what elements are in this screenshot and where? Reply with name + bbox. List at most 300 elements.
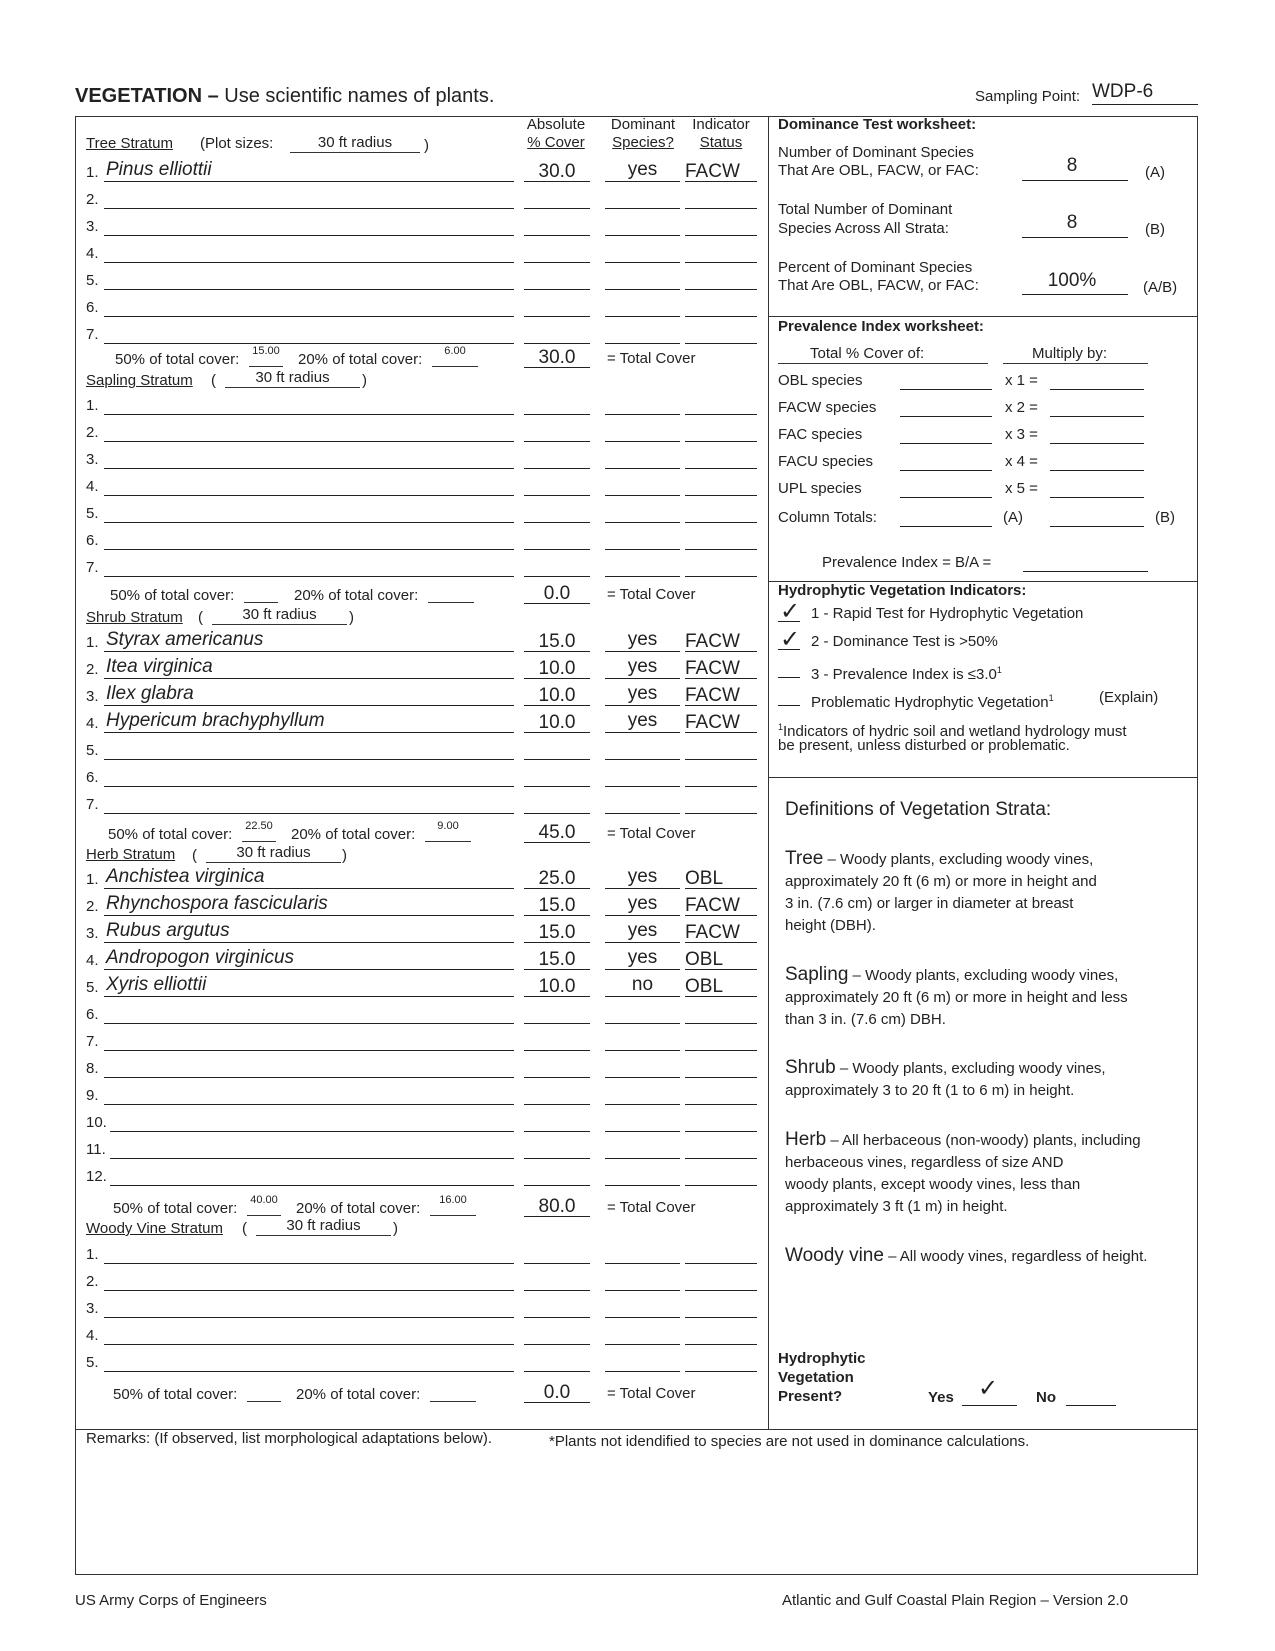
herb-species-line: [110, 1131, 514, 1132]
dominance-b-line1: Total Number of Dominant: [778, 201, 953, 218]
definition-tree-line: 3 in. (7.6 cm) or larger in diameter at breast: [785, 895, 1074, 912]
sapling-species-field[interactable]: [104, 420, 514, 440]
herb-row-number: 8.: [86, 1060, 99, 1077]
shrub-fifty-label: 50% of total cover:: [108, 826, 233, 843]
vine-fifty-line: [247, 1401, 281, 1402]
prevalence-row-product-line[interactable]: [1050, 470, 1144, 471]
herb-twenty-value[interactable]: 16.00: [439, 1194, 467, 1206]
sampling-point-label: Sampling Point:: [975, 88, 1081, 105]
prevalence-row-multiplier: x 5 =: [1005, 480, 1038, 497]
vine-species-line: [104, 1290, 514, 1291]
vine-dominant-line: [605, 1371, 680, 1372]
herb-species-line: [104, 888, 514, 889]
sapling-status-line: [685, 495, 757, 496]
prevalence-row-label: FAC species: [778, 426, 863, 443]
shrub-dominant-value[interactable]: yes: [627, 683, 658, 704]
present-label-3: Present?: [778, 1388, 843, 1405]
prevalence-row-cover-line[interactable]: [900, 443, 992, 444]
herb-species-field[interactable]: [110, 1137, 514, 1157]
herb-status-value[interactable]: FACW: [685, 895, 740, 916]
dominance-a-tag: (A): [1145, 164, 1165, 181]
dominance-a-line: [1022, 180, 1128, 181]
vine-twenty-line: [430, 1401, 476, 1402]
tree-stratum-label: Tree Stratum: [86, 135, 173, 152]
shrub-plot-open-paren: (: [198, 609, 203, 626]
prevalence-index-line[interactable]: [1023, 571, 1148, 572]
sapling-dominant-line: [605, 495, 680, 496]
vine-cover-line: [524, 1317, 590, 1318]
indicator-header-1: Indicator: [692, 116, 750, 133]
prevalence-row-label: FACW species: [778, 399, 877, 416]
tree-species-field[interactable]: [104, 268, 514, 288]
definition-sapling: [785, 964, 1118, 987]
shrub-row-number: 1.: [86, 634, 99, 651]
prevalence-total-b-tag: (B): [1155, 509, 1175, 526]
herb-cover-value[interactable]: 15.0: [538, 895, 576, 916]
herb-row-number: 7.: [86, 1033, 99, 1050]
remarks-label: Remarks: (If observed, list morphological adaptations below).: [86, 1430, 493, 1447]
shrub-cover-line: [524, 786, 590, 787]
shrub-cover-value[interactable]: 10.0: [538, 712, 576, 733]
shrub-fifty-line: [242, 841, 276, 842]
herb-species-line: [110, 1158, 514, 1159]
herb-fifty-value[interactable]: 40.00: [250, 1194, 278, 1206]
vine-species-line: [104, 1263, 514, 1264]
herb-status-value[interactable]: OBL: [685, 949, 724, 970]
shrub-species-line: [104, 813, 514, 814]
tree-plot-size-value[interactable]: 30 ft radius: [317, 134, 393, 151]
herb-twenty-line: [430, 1215, 476, 1216]
indicators-divider: [768, 777, 1198, 778]
sapling-status-line: [685, 414, 757, 415]
herb-dominant-line: [605, 1077, 680, 1078]
tree-fifty-line: [249, 366, 283, 367]
sapling-stratum-label: Sapling Stratum: [86, 372, 193, 389]
tree-status-line: [685, 289, 757, 290]
herb-status-line: [685, 1050, 757, 1051]
herb-species-line: [110, 1185, 514, 1186]
definition-shrub-term: Shrub: [785, 1057, 836, 1078]
shrub-total-cover-label: = Total Cover: [607, 825, 696, 842]
shrub-twenty-label: 20% of total cover:: [291, 826, 416, 843]
prevalence-row-cover-line[interactable]: [900, 416, 992, 417]
herb-cover-value[interactable]: 10.0: [538, 976, 576, 997]
prevalence-row-cover-line[interactable]: [900, 497, 992, 498]
tree-row-number: 5.: [86, 272, 99, 289]
herb-cover-value[interactable]: 25.0: [538, 868, 576, 889]
sapling-species-field[interactable]: [104, 555, 514, 575]
present-yes-line[interactable]: [962, 1405, 1017, 1406]
herb-species-line: [104, 1077, 514, 1078]
herb-status-line: [685, 1104, 757, 1105]
shrub-row-number: 3.: [86, 688, 99, 705]
shrub-dominant-value[interactable]: yes: [627, 629, 658, 650]
herb-species-field[interactable]: [104, 1002, 514, 1022]
herb-cover-line: [524, 1158, 590, 1159]
tree-cover-line: [524, 262, 590, 263]
herb-species-field[interactable]: [104, 1056, 514, 1076]
herb-total-cover-value[interactable]: 80.0: [538, 1196, 576, 1217]
herb-species-field[interactable]: [104, 1029, 514, 1049]
shrub-dominant-value[interactable]: yes: [627, 710, 658, 731]
definition-herb-line: herbaceous vines, regardless of size AND: [785, 1154, 1064, 1171]
vine-species-field[interactable]: [104, 1350, 514, 1370]
definition-shrub-text: – Woody plants, excluding woody vines,: [835, 1060, 1106, 1077]
dominance-c-line2: That Are OBL, FACW, or FAC:: [778, 277, 979, 294]
prevalence-totals-label: Column Totals:: [778, 509, 877, 526]
tree-species-field[interactable]: [104, 214, 514, 234]
vine-cover-line: [524, 1290, 590, 1291]
sapling-dominant-line: [605, 468, 680, 469]
absolute-header-2: % Cover: [527, 134, 585, 151]
tree-dominant-line: [605, 235, 680, 236]
prevalence-row-product-line[interactable]: [1050, 443, 1144, 444]
shrub-status-line: [685, 759, 757, 760]
prevalence-row-label: UPL species: [778, 480, 862, 497]
sampling-point-underline: [1092, 104, 1198, 105]
indicator-item: [811, 605, 1083, 623]
prevalence-row-multiplier: x 2 =: [1005, 399, 1038, 416]
sapling-plot-size-value[interactable]: 30 ft radius: [255, 369, 330, 386]
definition-tree-term: Tree: [785, 848, 824, 869]
shrub-status-value[interactable]: FACW: [685, 685, 740, 706]
tree-twenty-value[interactable]: 6.00: [444, 345, 466, 357]
herb-status-value[interactable]: FACW: [685, 922, 740, 943]
herb-fifty-label: 50% of total cover:: [113, 1200, 238, 1217]
dominance-b-value[interactable]: 8: [1066, 212, 1078, 233]
dominance-b-tag: (B): [1145, 221, 1165, 238]
vine-species-field[interactable]: [104, 1269, 514, 1289]
sapling-species-line: [104, 549, 514, 550]
tree-dominant-line: [605, 208, 680, 209]
herb-species-name[interactable]: Andropogon virginicus: [106, 947, 295, 968]
herb-plot-size-line: [206, 862, 341, 863]
form-title-bold: VEGETATION –: [75, 85, 219, 107]
tree-cover-line: [524, 208, 590, 209]
shrub-species-name[interactable]: Ilex glabra: [106, 683, 194, 704]
herb-status-line: [685, 1023, 757, 1024]
prevalence-total-a-line[interactable]: [900, 526, 992, 527]
definition-herb-text: – All herbaceous (non-woody) plants, including: [826, 1132, 1141, 1149]
sapling-fifty-label: 50% of total cover:: [110, 587, 235, 604]
herb-dominant-value[interactable]: yes: [627, 947, 658, 968]
vine-total-cover-value[interactable]: 0.0: [543, 1382, 571, 1403]
tree-status-line: [685, 262, 757, 263]
indicator-item-text: 3 - Prevalence Index is ≤3.0: [811, 666, 997, 683]
indicator-item: [811, 633, 998, 651]
shrub-cover-value[interactable]: 10.0: [538, 658, 576, 679]
sapling-species-field[interactable]: [104, 447, 514, 467]
sapling-row-number: 1.: [86, 397, 99, 414]
herb-species-field[interactable]: [110, 1110, 514, 1130]
herb-cover-value[interactable]: 15.0: [538, 949, 576, 970]
indicators-note-sup: 1: [778, 722, 784, 732]
tree-species-name[interactable]: Pinus elliottii: [106, 159, 212, 180]
tree-total-cover-value[interactable]: 30.0: [538, 347, 576, 368]
prevalence-col2-line: [1003, 363, 1148, 364]
vine-total-cover-label: = Total Cover: [607, 1385, 696, 1402]
vine-row-number: 5.: [86, 1354, 99, 1371]
definition-herb-line: woody plants, except woody vines, less than: [785, 1176, 1081, 1193]
prevalence-row-product-line[interactable]: [1050, 497, 1144, 498]
tree-total-cover-line: [524, 367, 590, 368]
vine-cover-line: [524, 1344, 590, 1345]
tree-species-field[interactable]: [104, 295, 514, 315]
shrub-species-line: [104, 759, 514, 760]
tree-species-line: [104, 289, 514, 290]
vine-species-field[interactable]: [104, 1323, 514, 1343]
vine-species-field[interactable]: [104, 1242, 514, 1262]
sapling-cover-line: [524, 468, 590, 469]
indicator-item: [811, 661, 1002, 684]
indicator-item-text: 1 - Rapid Test for Hydrophytic Vegetation: [811, 605, 1084, 622]
shrub-species-field[interactable]: [104, 765, 514, 785]
shrub-species-field[interactable]: [104, 738, 514, 758]
sapling-species-line: [104, 414, 514, 415]
remarks-field[interactable]: [86, 1455, 1186, 1565]
herb-status-value[interactable]: OBL: [685, 976, 724, 997]
herb-dominant-line: [605, 1104, 680, 1105]
shrub-total-cover-line: [524, 842, 590, 843]
form-title: [75, 84, 494, 108]
shrub-twenty-value[interactable]: 9.00: [437, 820, 459, 832]
tree-cover-line: [524, 235, 590, 236]
sapling-species-field[interactable]: [104, 393, 514, 413]
dominance-b-line: [1022, 237, 1128, 238]
tree-twenty-line: [432, 366, 478, 367]
herb-species-line: [104, 996, 514, 997]
vine-species-field[interactable]: [104, 1296, 514, 1316]
indicator-item-footnote: 1: [996, 665, 1002, 675]
shrub-dominant-value[interactable]: yes: [627, 656, 658, 677]
dominant-header-1: Dominant: [610, 116, 676, 133]
herb-dominant-line: [605, 1158, 680, 1159]
indicator-checkbox-line[interactable]: [778, 705, 800, 706]
herb-dominant-line: [605, 1131, 680, 1132]
shrub-cover-value[interactable]: 10.0: [538, 685, 576, 706]
herb-dominant-value[interactable]: yes: [627, 893, 658, 914]
sapling-status-line: [685, 468, 757, 469]
dominance-b-line2: Species Across All Strata:: [778, 220, 949, 237]
herb-dominant-value[interactable]: yes: [627, 920, 658, 941]
prevalence-row-label: FACU species: [778, 453, 874, 470]
prevalence-row-cover-line[interactable]: [900, 389, 992, 390]
vine-status-line: [685, 1317, 757, 1318]
tree-species-field[interactable]: [104, 187, 514, 207]
shrub-row-number: 4.: [86, 715, 99, 732]
herb-dominant-value[interactable]: yes: [627, 866, 658, 887]
sapling-plot-close-paren: ): [362, 372, 367, 389]
shrub-status-value[interactable]: FACW: [685, 631, 740, 652]
tree-species-line: [104, 316, 514, 317]
shrub-total-cover-value[interactable]: 45.0: [538, 822, 576, 843]
herb-plot-size-value[interactable]: 30 ft radius: [236, 844, 311, 861]
shrub-species-line: [104, 705, 514, 706]
shrub-dominant-line: [605, 651, 680, 652]
definition-herb-line: approximately 3 ft (1 m) in height.: [785, 1198, 1008, 1215]
present-label-1: Hydrophytic: [778, 1350, 866, 1367]
definition-shrub-line: approximately 3 to 20 ft (1 to 6 m) in height.: [785, 1082, 1075, 1099]
shrub-species-line: [104, 786, 514, 787]
shrub-plot-size-value[interactable]: 30 ft radius: [242, 606, 317, 623]
sapling-twenty-label: 20% of total cover:: [294, 587, 419, 604]
herb-status-value[interactable]: OBL: [685, 868, 724, 889]
tree-dominant-line: [605, 289, 680, 290]
shrub-row-number: 5.: [86, 742, 99, 759]
definition-herb-term: Herb: [785, 1129, 827, 1150]
herb-species-name[interactable]: Xyris elliottii: [106, 974, 207, 995]
herb-species-name[interactable]: Anchistea virginica: [106, 866, 265, 887]
tree-species-field[interactable]: [104, 241, 514, 261]
prevalence-row-cover-line[interactable]: [900, 470, 992, 471]
sapling-row-number: 5.: [86, 505, 99, 522]
dominance-c-value[interactable]: 100%: [1047, 270, 1097, 291]
vine-plot-size-value[interactable]: 30 ft radius: [286, 1217, 361, 1234]
shrub-species-line: [104, 678, 514, 679]
prevalence-total-b-line[interactable]: [1050, 526, 1144, 527]
tree-fifty-label: 50% of total cover:: [115, 351, 240, 368]
shrub-twenty-line: [425, 841, 471, 842]
herb-cover-line: [524, 1104, 590, 1105]
tree-species-line: [104, 235, 514, 236]
herb-dominant-line: [605, 915, 680, 916]
sampling-point-value[interactable]: WDP-6: [1092, 81, 1154, 102]
herb-plot-open-paren: (: [192, 847, 197, 864]
vine-dominant-line: [605, 1290, 680, 1291]
indicators-note-text: Indicators of hydric soil and wetland hydrology must: [783, 723, 1127, 740]
sapling-status-line: [685, 441, 757, 442]
herb-total-cover-label: = Total Cover: [607, 1199, 696, 1216]
sapling-cover-line: [524, 549, 590, 550]
definition-herb: [785, 1129, 1141, 1152]
herb-stratum-label: Herb Stratum: [86, 846, 176, 863]
herb-cover-line: [524, 1131, 590, 1132]
tree-cover-line: [524, 316, 590, 317]
sapling-species-field[interactable]: [104, 528, 514, 548]
indicator-item: [811, 689, 1054, 712]
footer-right: Atlantic and Gulf Coastal Plain Region – Version 2.0: [782, 1592, 1129, 1609]
herb-species-line: [104, 942, 514, 943]
shrub-species-field[interactable]: [104, 792, 514, 812]
footer-left: US Army Corps of Engineers: [75, 1592, 267, 1609]
indicator-explain-label: (Explain): [1099, 689, 1159, 706]
sapling-total-cover-label: = Total Cover: [607, 586, 696, 603]
vine-dominant-line: [605, 1263, 680, 1264]
indicator-checkbox-line[interactable]: [778, 677, 800, 678]
shrub-row-number: 7.: [86, 796, 99, 813]
dominance-c-line: [1022, 294, 1128, 295]
herb-row-number: 6.: [86, 1006, 99, 1023]
herb-species-field[interactable]: [104, 1083, 514, 1103]
indicator-item-text: Problematic Hydrophytic Vegetation: [811, 694, 1049, 711]
herb-twenty-label: 20% of total cover:: [296, 1200, 421, 1217]
shrub-row-number: 6.: [86, 769, 99, 786]
herb-status-line: [685, 1185, 757, 1186]
tree-plot-close-paren: ): [424, 137, 429, 154]
prevalence-row-product-line[interactable]: [1050, 416, 1144, 417]
prevalence-row-multiplier: x 3 =: [1005, 426, 1038, 443]
herb-status-line: [685, 1158, 757, 1159]
vine-twenty-label: 20% of total cover:: [296, 1386, 421, 1403]
herb-cover-value[interactable]: 15.0: [538, 922, 576, 943]
tree-dominant-line: [605, 343, 680, 344]
sapling-dominant-line: [605, 441, 680, 442]
herb-dominant-line: [605, 969, 680, 970]
tree-total-cover-label: = Total Cover: [607, 350, 696, 367]
shrub-fifty-value[interactable]: 22.50: [245, 820, 273, 832]
sapling-species-line: [104, 522, 514, 523]
indicator-item-text: 2 - Dominance Test is >50%: [811, 633, 998, 650]
definition-tree: [785, 848, 1093, 871]
sapling-species-line: [104, 495, 514, 496]
sapling-species-field[interactable]: [104, 474, 514, 494]
shrub-status-value[interactable]: FACW: [685, 658, 740, 679]
tree-row-number: 2.: [86, 191, 99, 208]
present-yes-label: Yes: [928, 1389, 954, 1406]
sapling-dominant-line: [605, 549, 680, 550]
tree-status-line: [685, 343, 757, 344]
herb-status-line: [685, 1077, 757, 1078]
tree-species-field[interactable]: [104, 322, 514, 342]
tree-status-value[interactable]: FACW: [685, 161, 740, 182]
sapling-row-number: 7.: [86, 559, 99, 576]
prevalence-col1-line: [778, 363, 988, 364]
dominance-title: Dominance Test worksheet:: [778, 116, 977, 133]
herb-dominant-line: [605, 1185, 680, 1186]
tree-row-number: 4.: [86, 245, 99, 262]
sapling-status-line: [685, 549, 757, 550]
present-no-line[interactable]: [1066, 1405, 1116, 1406]
tree-dominant-line: [605, 316, 680, 317]
shrub-species-name[interactable]: Itea virginica: [106, 656, 213, 677]
dominance-c-line1: Percent of Dominant Species: [778, 259, 973, 276]
shrub-species-name[interactable]: Hypericum brachyphyllum: [106, 710, 325, 731]
herb-species-field[interactable]: [110, 1164, 514, 1184]
column-divider: [768, 116, 769, 1430]
herb-status-line: [685, 1131, 757, 1132]
vine-status-line: [685, 1290, 757, 1291]
shrub-status-value[interactable]: FACW: [685, 712, 740, 733]
tree-species-line: [104, 208, 514, 209]
shrub-cover-value[interactable]: 15.0: [538, 631, 576, 652]
herb-total-cover-line: [524, 1216, 590, 1217]
definition-vine-text: – All woody vines, regardless of height.: [883, 1248, 1148, 1265]
prevalence-row-product-line[interactable]: [1050, 389, 1144, 390]
herb-species-name[interactable]: Rubus argutus: [106, 920, 230, 941]
herb-plot-close-paren: ): [342, 847, 347, 864]
herb-species-line: [104, 969, 514, 970]
definition-sapling-line: than 3 in. (7.6 cm) DBH.: [785, 1011, 946, 1028]
vine-row-number: 3.: [86, 1300, 99, 1317]
herb-dominant-line: [605, 942, 680, 943]
tree-cover-value[interactable]: 30.0: [538, 161, 576, 182]
dominance-a-value[interactable]: 8: [1066, 155, 1078, 176]
definition-tree-line: approximately 20 ft (6 m) or more in height and: [785, 873, 1097, 890]
sapling-species-field[interactable]: [104, 501, 514, 521]
shrub-dominant-line: [605, 678, 680, 679]
tree-fifty-value[interactable]: 15.00: [252, 345, 280, 357]
herb-cover-line: [524, 1185, 590, 1186]
herb-species-name[interactable]: Rhynchospora fascicularis: [106, 893, 328, 914]
sapling-total-cover-value[interactable]: 0.0: [543, 583, 571, 604]
herb-row-number: 9.: [86, 1087, 99, 1104]
shrub-species-name[interactable]: Styrax americanus: [106, 629, 264, 650]
tree-dominant-value[interactable]: yes: [627, 159, 658, 180]
sapling-row-number: 2.: [86, 424, 99, 441]
herb-dominant-value[interactable]: no: [631, 974, 654, 995]
vine-row-number: 4.: [86, 1327, 99, 1344]
sapling-cover-line: [524, 414, 590, 415]
